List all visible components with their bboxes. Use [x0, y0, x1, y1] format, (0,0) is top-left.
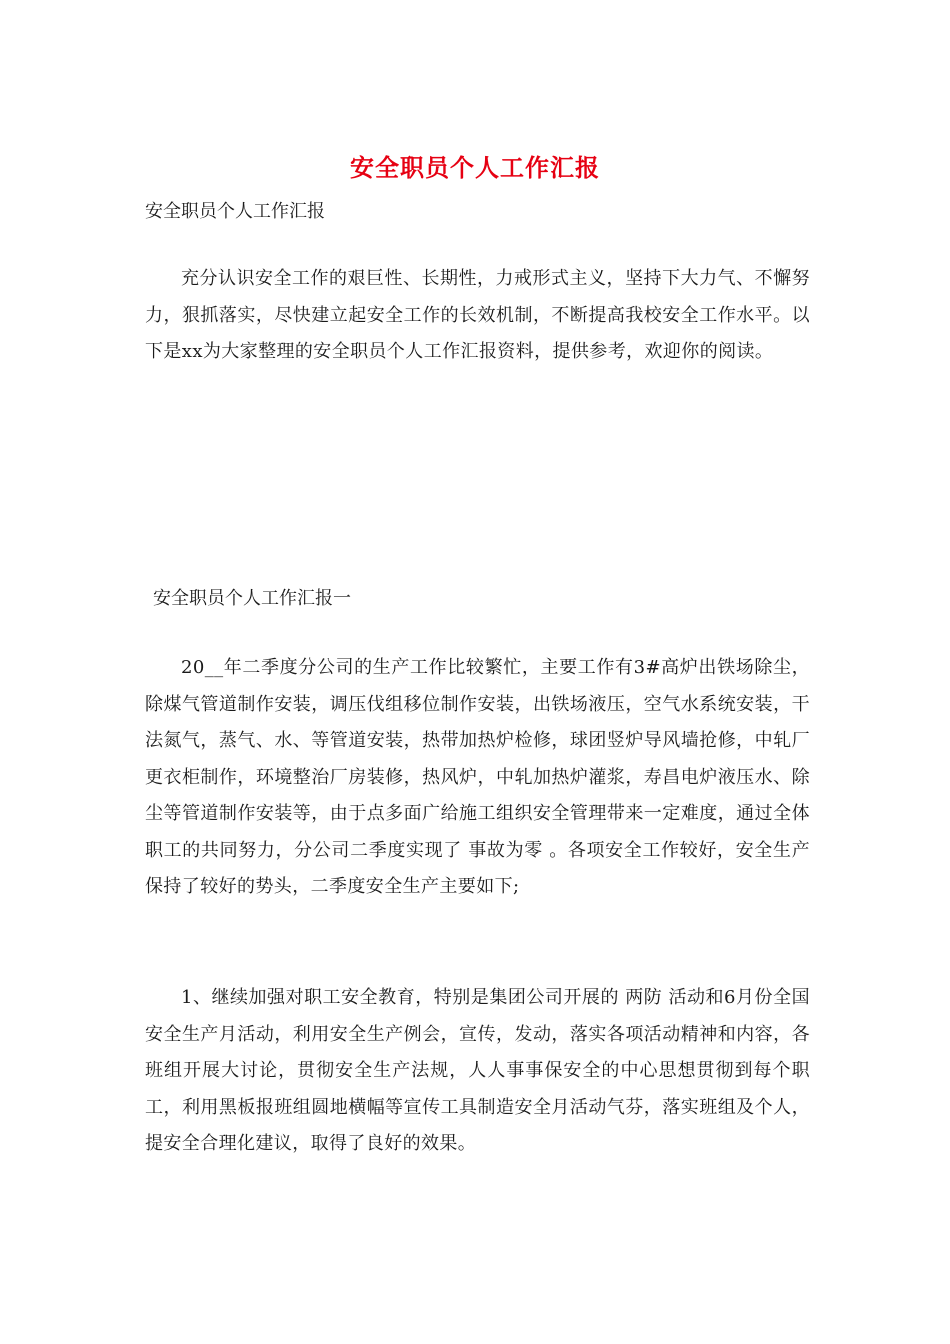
- document-subtitle: 安全职员个人工作汇报: [145, 201, 325, 222]
- intro-paragraph: 充分认识安全工作的艰巨性、长期性，力戒形式主义，坚持下大力气、不懈努力，狠抓落实，尽快建立起安全工作的长效机制，不断提高我校安全工作水平。以下是xx为大家整理的安全职员个人工作汇报资料，提供参考，欢迎你的阅读。: [145, 268, 810, 362]
- section-heading: 安全职员个人工作汇报一: [153, 588, 351, 609]
- document-title: 安全职员个人工作汇报: [350, 153, 600, 182]
- body-paragraph-2: 1、继续加强对职工安全教育，特别是集团公司开展的 两防 活动和6月份全国安全生产月活动，利用安全生产例会，宣传，发动，落实各项活动精神和内容，各班组开展大讨论，贯彻安全生产法规，人人事事保安全的中心思想贯彻到每个职工，利用黑板报班组圆地横幅等宣传工具制造安全月活动气芬，落实班组及个人，提安全合理化建议，取得了良好的效果。: [145, 987, 810, 1154]
- body-paragraph-1: 20__年二季度分公司的生产工作比较繁忙，主要工作有3#高炉出铁场除尘，除煤气管道制作安装，调压伐组移位制作安装，出铁场液压，空气水系统安装，干法氮气，蒸气、水、等管道安装，热带加热炉检修，球团竖炉导风墙抢修，中轧厂更衣柜制作，环境整治厂房装修，热风炉，中轧加热炉灌浆，寿昌电炉液压水、除尘等管道制作安装等，由于点多面广给施工组织安全管理带来一定难度，通过全体职工的共同努力，分公司二季度实现了 事故为零 。各项安全工作较好，安全生产保持了较好的势头，二季度安全生产主要如下;: [145, 657, 810, 897]
